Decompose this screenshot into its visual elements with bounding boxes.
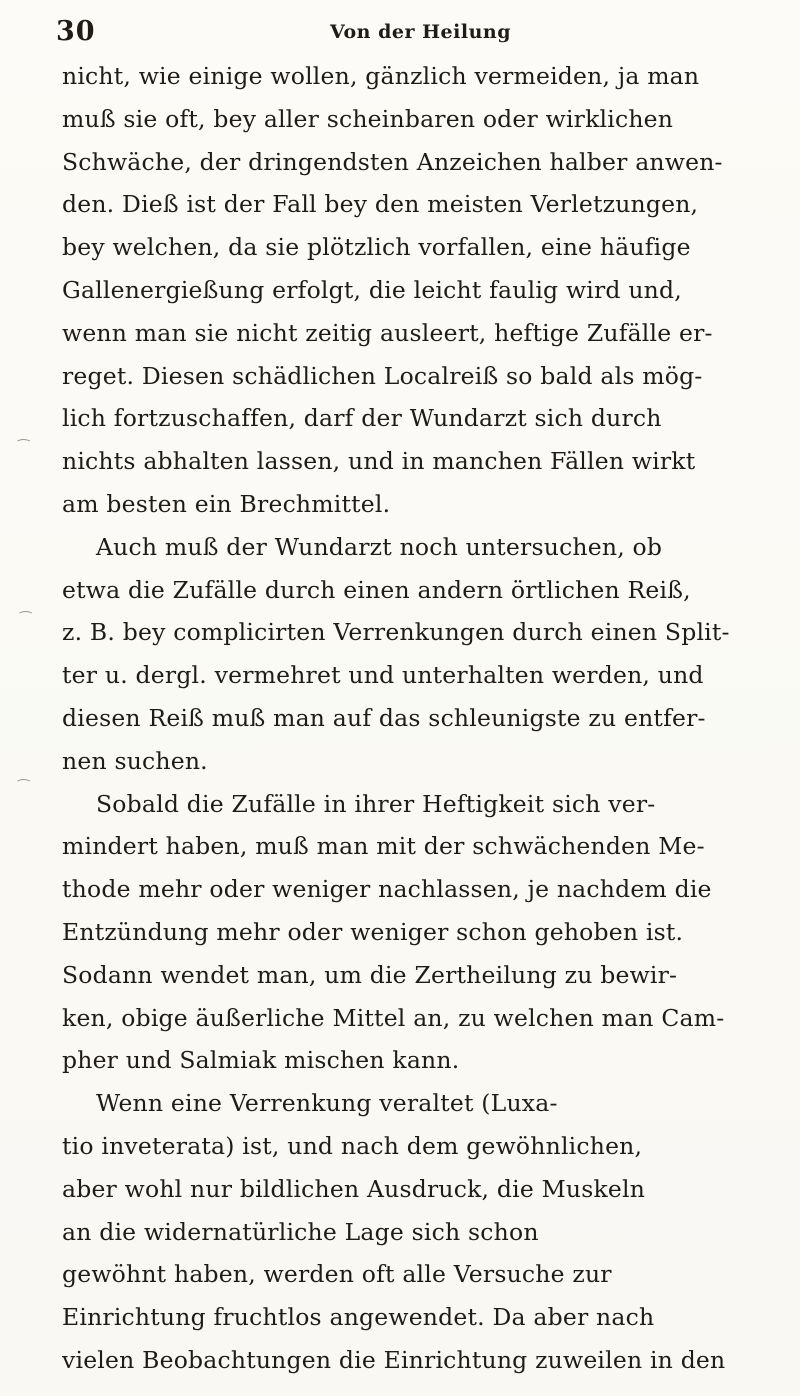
- text-line: ter u. dergl. vermehret und unterhalten werden, und: [62, 661, 704, 690]
- text-line: reget. Diesen schädlichen Localreiß so bald als mög-: [62, 361, 703, 390]
- page-header: [0, 10, 800, 50]
- text-line: nicht, wie einige wollen, gänzlich vermeiden, ja man: [62, 62, 700, 90]
- margin-mark: ⁀: [18, 440, 30, 456]
- page-number: 30: [56, 16, 96, 47]
- text-line: Einrichtung fruchtlos angewendet. Da aber nach: [62, 1303, 655, 1332]
- running-head: Von der Heilung: [330, 21, 511, 43]
- text-line: nen suchen.: [62, 746, 208, 775]
- text-line: aber wohl nur bildlichen Ausdruck, die Muskeln: [62, 1174, 646, 1203]
- text-line: mindert haben, muß man mit der schwächenden Me-: [62, 832, 705, 861]
- text-line: Gallenergießung erfolgt, die leicht faulig wird und,: [62, 275, 682, 304]
- paragraph-start-line: Wenn eine Verrenkung veraltet (Luxa-: [96, 1089, 558, 1118]
- text-line: z. B. bey complicirten Verrenkungen durch einen Split-: [62, 618, 730, 647]
- text-line: nichts abhalten lassen, und in manchen Fällen wirkt: [62, 447, 696, 476]
- paragraph-start-line: Auch muß der Wundarzt noch untersuchen, ob: [96, 532, 663, 561]
- paragraph-start-line: Sobald die Zufälle in ihrer Heftigkeit sich ver-: [96, 789, 656, 818]
- text-line: bey welchen, da sie plötzlich vorfallen, eine häufige: [62, 233, 691, 262]
- body-text: [62, 55, 742, 1382]
- text-line: tio inveterata) ist, und nach dem gewöhnlichen,: [62, 1131, 643, 1160]
- margin-mark: ⁀: [18, 780, 30, 796]
- text-line: an die widernatürliche Lage sich schon: [62, 1217, 539, 1246]
- text-line: pher und Salmiak mischen kann.: [62, 1046, 460, 1075]
- margin-mark: ⁀: [20, 612, 32, 628]
- text-line: Schwäche, der dringendsten Anzeichen halber anwen-: [62, 147, 723, 176]
- text-line: etwa die Zufälle durch einen andern örtlichen Reiß,: [62, 575, 691, 604]
- text-line: vielen Beobachtungen die Einrichtung zuweilen in den: [62, 1345, 726, 1374]
- text-line: gewöhnt haben, werden oft alle Versuche zur: [62, 1260, 612, 1289]
- text-line: ken, obige äußerliche Mittel an, zu welchen man Cam-: [62, 1003, 725, 1032]
- text-line: wenn man sie nicht zeitig ausleert, heftige Zufälle er-: [62, 318, 713, 347]
- text-line: Sodann wendet man, um die Zertheilung zu bewir-: [62, 960, 678, 989]
- text-line: muß sie oft, bey aller scheinbaren oder wirklichen: [62, 104, 674, 133]
- text-line: Entzündung mehr oder weniger schon gehoben ist.: [62, 917, 684, 946]
- text-line: den. Dieß ist der Fall bey den meisten Verletzungen,: [62, 190, 699, 219]
- text-line: lich fortzuschaffen, darf der Wundarzt sich durch: [62, 404, 662, 433]
- text-line: diesen Reiß muß man auf das schleunigste zu entfer-: [62, 703, 706, 732]
- text-line: am besten ein Brechmittel.: [62, 489, 391, 518]
- text-line: thode mehr oder weniger nachlassen, je nachdem die: [62, 875, 712, 904]
